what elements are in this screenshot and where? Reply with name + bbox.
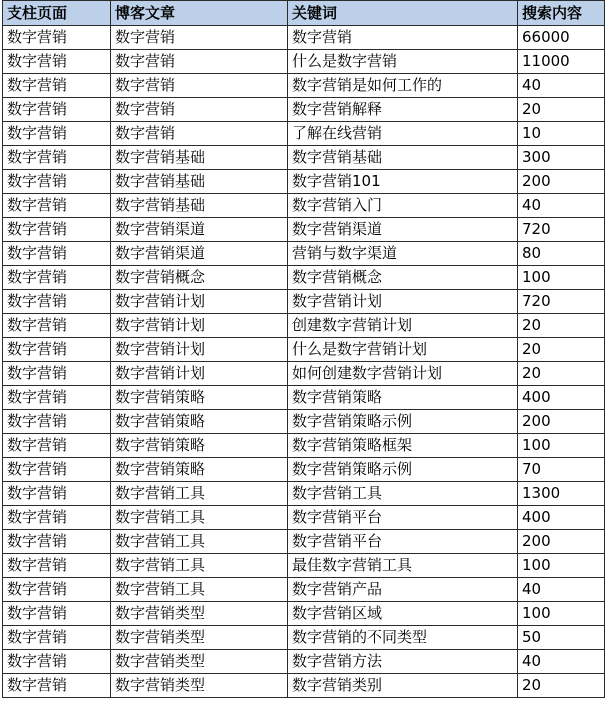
cell-keyword: 数字营销101	[288, 170, 518, 194]
cell-pillar-page: 数字营销	[3, 194, 111, 218]
cell-blog-post: 数字营销基础	[111, 170, 288, 194]
cell-search-volume: 400	[518, 506, 605, 530]
cell-search-volume: 50	[518, 626, 605, 650]
table-row	[3, 506, 605, 530]
table-row	[3, 194, 605, 218]
cell-keyword: 数字营销入门	[288, 194, 518, 218]
cell-pillar-page: 数字营销	[3, 242, 111, 266]
cell-search-volume: 400	[518, 386, 605, 410]
table-row	[3, 434, 605, 458]
cell-blog-post: 数字营销工具	[111, 482, 288, 506]
cell-blog-post: 数字营销策略	[111, 386, 288, 410]
cell-search-volume: 100	[518, 602, 605, 626]
cell-pillar-page: 数字营销	[3, 338, 111, 362]
cell-blog-post: 数字营销工具	[111, 506, 288, 530]
cell-pillar-page: 数字营销	[3, 482, 111, 506]
cell-pillar-page: 数字营销	[3, 554, 111, 578]
cell-pillar-page: 数字营销	[3, 314, 111, 338]
table-row	[3, 674, 605, 698]
cell-blog-post: 数字营销计划	[111, 362, 288, 386]
table-row	[3, 530, 605, 554]
cell-blog-post: 数字营销计划	[111, 290, 288, 314]
cell-search-volume: 720	[518, 290, 605, 314]
cell-keyword: 营销与数字渠道	[288, 242, 518, 266]
cell-search-volume: 20	[518, 338, 605, 362]
cell-blog-post: 数字营销基础	[111, 194, 288, 218]
cell-blog-post: 数字营销	[111, 122, 288, 146]
cell-pillar-page: 数字营销	[3, 434, 111, 458]
cell-keyword: 数字营销渠道	[288, 218, 518, 242]
cell-pillar-page: 数字营销	[3, 26, 111, 50]
cell-blog-post: 数字营销策略	[111, 410, 288, 434]
cell-blog-post: 数字营销策略	[111, 458, 288, 482]
cell-search-volume: 100	[518, 434, 605, 458]
cell-keyword: 数字营销产品	[288, 578, 518, 602]
table-body	[3, 26, 605, 698]
cell-pillar-page: 数字营销	[3, 506, 111, 530]
cell-pillar-page: 数字营销	[3, 626, 111, 650]
cell-search-volume: 40	[518, 74, 605, 98]
cell-keyword: 数字营销的不同类型	[288, 626, 518, 650]
cell-pillar-page: 数字营销	[3, 674, 111, 698]
cell-search-volume: 40	[518, 194, 605, 218]
cell-keyword: 数字营销概念	[288, 266, 518, 290]
cell-pillar-page: 数字营销	[3, 50, 111, 74]
cell-search-volume: 720	[518, 218, 605, 242]
cell-search-volume: 80	[518, 242, 605, 266]
table-row	[3, 170, 605, 194]
cell-keyword: 数字营销策略示例	[288, 458, 518, 482]
cell-search-volume: 20	[518, 362, 605, 386]
cell-blog-post: 数字营销工具	[111, 554, 288, 578]
cell-pillar-page: 数字营销	[3, 290, 111, 314]
header-row	[3, 1, 605, 26]
cell-search-volume: 100	[518, 266, 605, 290]
table-row	[3, 218, 605, 242]
header-pillar-page: 支柱页面	[3, 1, 111, 26]
cell-search-volume: 10	[518, 122, 605, 146]
cell-pillar-page: 数字营销	[3, 266, 111, 290]
cell-search-volume: 20	[518, 314, 605, 338]
cell-keyword: 数字营销是如何工作的	[288, 74, 518, 98]
table-row	[3, 410, 605, 434]
table-row	[3, 314, 605, 338]
cell-keyword: 数字营销基础	[288, 146, 518, 170]
cell-pillar-page: 数字营销	[3, 122, 111, 146]
table-row	[3, 602, 605, 626]
cell-blog-post: 数字营销类型	[111, 650, 288, 674]
cell-keyword: 创建数字营销计划	[288, 314, 518, 338]
cell-blog-post: 数字营销类型	[111, 674, 288, 698]
cell-pillar-page: 数字营销	[3, 530, 111, 554]
cell-keyword: 数字营销类别	[288, 674, 518, 698]
table-row	[3, 650, 605, 674]
cell-keyword: 数字营销	[288, 26, 518, 50]
table-row	[3, 146, 605, 170]
cell-search-volume: 100	[518, 554, 605, 578]
cell-keyword: 数字营销工具	[288, 482, 518, 506]
cell-search-volume: 40	[518, 650, 605, 674]
table-row	[3, 578, 605, 602]
cell-blog-post: 数字营销策略	[111, 434, 288, 458]
cell-pillar-page: 数字营销	[3, 146, 111, 170]
cell-keyword: 数字营销策略示例	[288, 410, 518, 434]
header-blog-post: 博客文章	[111, 1, 288, 26]
cell-keyword: 数字营销平台	[288, 506, 518, 530]
cell-pillar-page: 数字营销	[3, 170, 111, 194]
table-row	[3, 386, 605, 410]
cell-pillar-page: 数字营销	[3, 650, 111, 674]
table-header	[3, 1, 605, 26]
cell-search-volume: 200	[518, 530, 605, 554]
cell-blog-post: 数字营销	[111, 74, 288, 98]
cell-pillar-page: 数字营销	[3, 98, 111, 122]
table-row	[3, 50, 605, 74]
cell-blog-post: 数字营销计划	[111, 314, 288, 338]
cell-blog-post: 数字营销类型	[111, 626, 288, 650]
cell-blog-post: 数字营销工具	[111, 578, 288, 602]
cell-blog-post: 数字营销工具	[111, 530, 288, 554]
table-row	[3, 362, 605, 386]
table-row	[3, 338, 605, 362]
cell-search-volume: 66000	[518, 26, 605, 50]
cell-blog-post: 数字营销	[111, 26, 288, 50]
table-row	[3, 266, 605, 290]
header-search-volume: 搜索内容	[518, 1, 605, 26]
cell-keyword: 数字营销平台	[288, 530, 518, 554]
cell-pillar-page: 数字营销	[3, 602, 111, 626]
keyword-table	[2, 0, 605, 698]
cell-pillar-page: 数字营销	[3, 74, 111, 98]
header-keyword: 关键词	[288, 1, 518, 26]
cell-search-volume: 20	[518, 674, 605, 698]
cell-keyword: 数字营销方法	[288, 650, 518, 674]
cell-search-volume: 300	[518, 146, 605, 170]
cell-search-volume: 200	[518, 170, 605, 194]
cell-pillar-page: 数字营销	[3, 410, 111, 434]
cell-keyword: 数字营销策略	[288, 386, 518, 410]
cell-keyword: 什么是数字营销	[288, 50, 518, 74]
cell-search-volume: 40	[518, 578, 605, 602]
cell-blog-post: 数字营销计划	[111, 338, 288, 362]
cell-pillar-page: 数字营销	[3, 386, 111, 410]
cell-blog-post: 数字营销渠道	[111, 242, 288, 266]
cell-pillar-page: 数字营销	[3, 578, 111, 602]
cell-blog-post: 数字营销基础	[111, 146, 288, 170]
table-row	[3, 458, 605, 482]
cell-pillar-page: 数字营销	[3, 458, 111, 482]
table-row	[3, 26, 605, 50]
cell-keyword: 最佳数字营销工具	[288, 554, 518, 578]
table-row	[3, 554, 605, 578]
cell-blog-post: 数字营销	[111, 50, 288, 74]
cell-search-volume: 1300	[518, 482, 605, 506]
cell-blog-post: 数字营销概念	[111, 266, 288, 290]
cell-keyword: 数字营销区域	[288, 602, 518, 626]
table-row	[3, 482, 605, 506]
table-row	[3, 98, 605, 122]
cell-keyword: 什么是数字营销计划	[288, 338, 518, 362]
cell-search-volume: 70	[518, 458, 605, 482]
cell-search-volume: 200	[518, 410, 605, 434]
table-row	[3, 626, 605, 650]
cell-blog-post: 数字营销渠道	[111, 218, 288, 242]
cell-keyword: 了解在线营销	[288, 122, 518, 146]
cell-keyword: 数字营销策略框架	[288, 434, 518, 458]
table-row	[3, 290, 605, 314]
cell-blog-post: 数字营销	[111, 98, 288, 122]
cell-keyword: 数字营销解释	[288, 98, 518, 122]
cell-blog-post: 数字营销类型	[111, 602, 288, 626]
cell-pillar-page: 数字营销	[3, 218, 111, 242]
cell-search-volume: 11000	[518, 50, 605, 74]
cell-pillar-page: 数字营销	[3, 362, 111, 386]
table-row	[3, 122, 605, 146]
cell-keyword: 数字营销计划	[288, 290, 518, 314]
table-row	[3, 74, 605, 98]
cell-keyword: 如何创建数字营销计划	[288, 362, 518, 386]
table-row	[3, 242, 605, 266]
cell-search-volume: 20	[518, 98, 605, 122]
